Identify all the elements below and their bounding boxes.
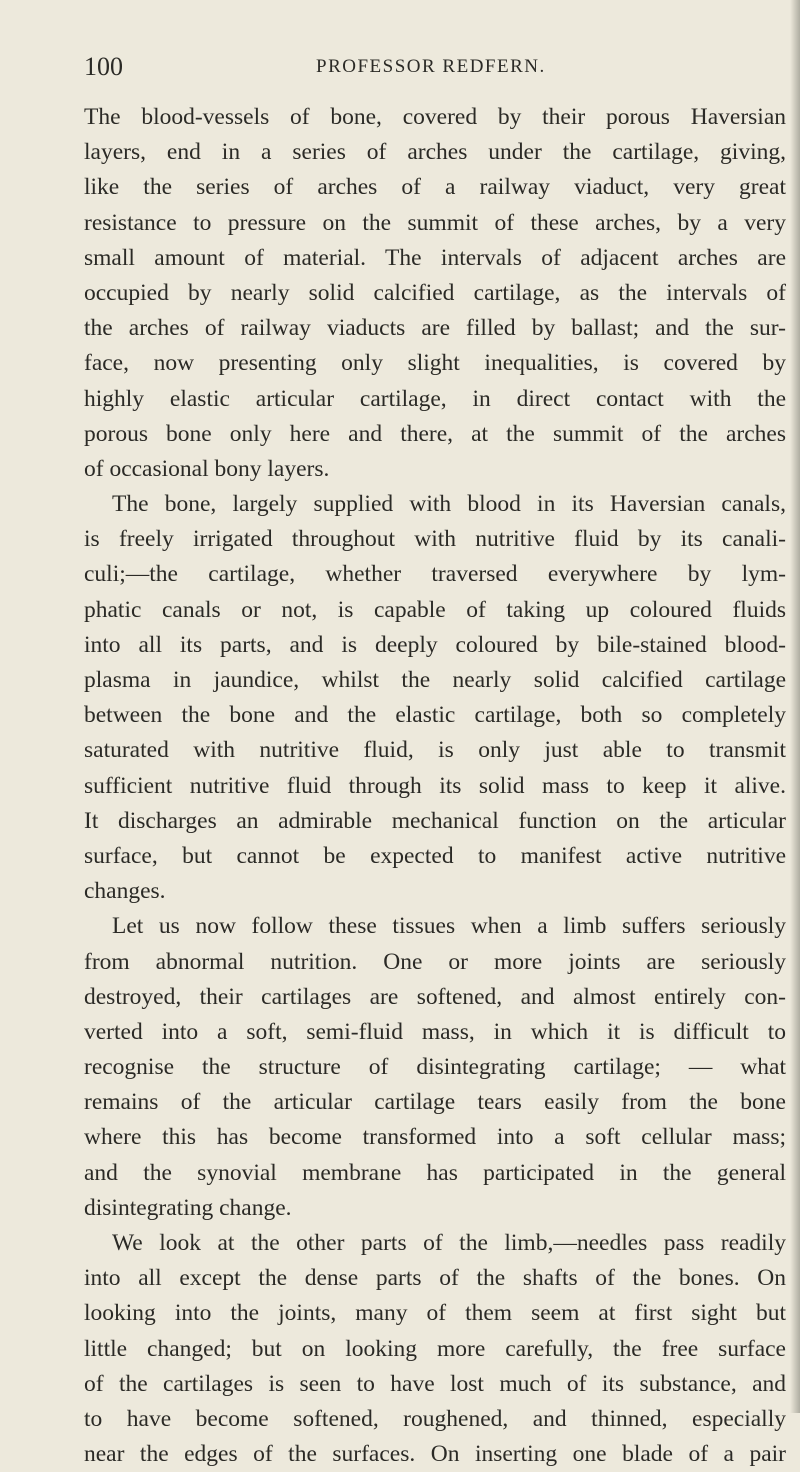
text-line: It discharges an admirable mechanical function on the articular (84, 807, 786, 834)
text-line: little changed; but on looking more carefully, the free surface (84, 1335, 786, 1362)
text-line: The blood-vessels of bone, covered by their porous Haversian (84, 104, 786, 130)
text-line: recognise the structure of disintegrating cartilage; — what (84, 1054, 786, 1081)
page-number: 100 (84, 52, 123, 81)
text-line: where this has become transformed into a soft cellular mass; (84, 1124, 786, 1151)
paragraph-start-line: We look at the other parts of the limb,—needles pass readily (112, 1230, 786, 1256)
text-line: of the cartilages is seen to have lost much of its substance, and (84, 1370, 786, 1397)
text-line: looking into the joints, many of them seem at first sight but (84, 1300, 786, 1327)
text-line: surface, but cannot be expected to manifest active nutritive (84, 842, 786, 869)
text-line: of occasional bony layers. (84, 455, 330, 482)
text-line: resistance to pressure on the summit of these arches, by a very (84, 209, 786, 236)
text-line: between the bone and the elastic cartilage, both so completely (84, 702, 786, 729)
text-line: highly elastic articular cartilage, in direct contact with the (84, 385, 786, 412)
page-header (84, 52, 784, 86)
text-line: and the synovial membrane has participated in the general (84, 1159, 786, 1186)
text-line: near the edges of the surfaces. On inserting one blade of a pair (84, 1441, 786, 1468)
text-line: into all except the dense parts of the shafts of the bones. On (84, 1265, 786, 1292)
text-line: changes. (84, 878, 166, 905)
text-line: porous bone only here and there, at the summit of the arches (84, 420, 786, 447)
text-line: like the series of arches of a railway viaduct, very great (84, 174, 786, 201)
text-line: plasma in jaundice, whilst the nearly solid calcified cartilage (84, 667, 786, 693)
text-line: verted into a soft, semi-fluid mass, in which it is difficult to (84, 1018, 786, 1045)
text-line: saturated with nutritive fluid, is only just able to transmit (84, 737, 786, 764)
text-line: the arches of railway viaducts are filled by ballast; and the sur- (84, 315, 786, 342)
text-line: to have become softened, roughened, and thinned, especially (84, 1405, 786, 1432)
text-line: face, now presenting only slight inequalities, is covered by (84, 350, 786, 377)
text-line: from abnormal nutrition. One or more joints are seriously (84, 948, 786, 975)
text-line: phatic canals or not, is capable of taking up coloured fluids (84, 596, 786, 623)
page-edge-shadow (790, 0, 800, 1413)
text-line: is freely irrigated throughout with nutritive fluid by its canali- (84, 526, 786, 553)
text-line: remains of the articular cartilage tears easily from the bone (84, 1089, 786, 1116)
text-line: layers, end in a series of arches under the cartilage, giving, (84, 139, 786, 166)
text-line: occupied by nearly solid calcified cartilage, as the intervals of (84, 279, 786, 306)
text-line: into all its parts, and is deeply coloured by bile-stained blood- (84, 631, 786, 658)
text-line: sufficient nutritive fluid through its solid mass to keep it alive. (84, 772, 786, 799)
running-head: PROFESSOR REDFERN. (316, 56, 546, 77)
paragraph-start-line: Let us now follow these tissues when a limb suffers seriously (112, 913, 786, 940)
text-line: small amount of material. The intervals of adjacent arches are (84, 244, 786, 271)
text-line: disintegrating change. (84, 1194, 292, 1221)
paragraph-start-line: The bone, largely supplied with blood in its Haversian canals, (112, 491, 786, 518)
body-text (84, 100, 786, 1472)
text-line: culi;—the cartilage, whether traversed everywhere by lym- (84, 561, 786, 588)
text-line: destroyed, their cartilages are softened, and almost entirely con- (84, 983, 786, 1010)
